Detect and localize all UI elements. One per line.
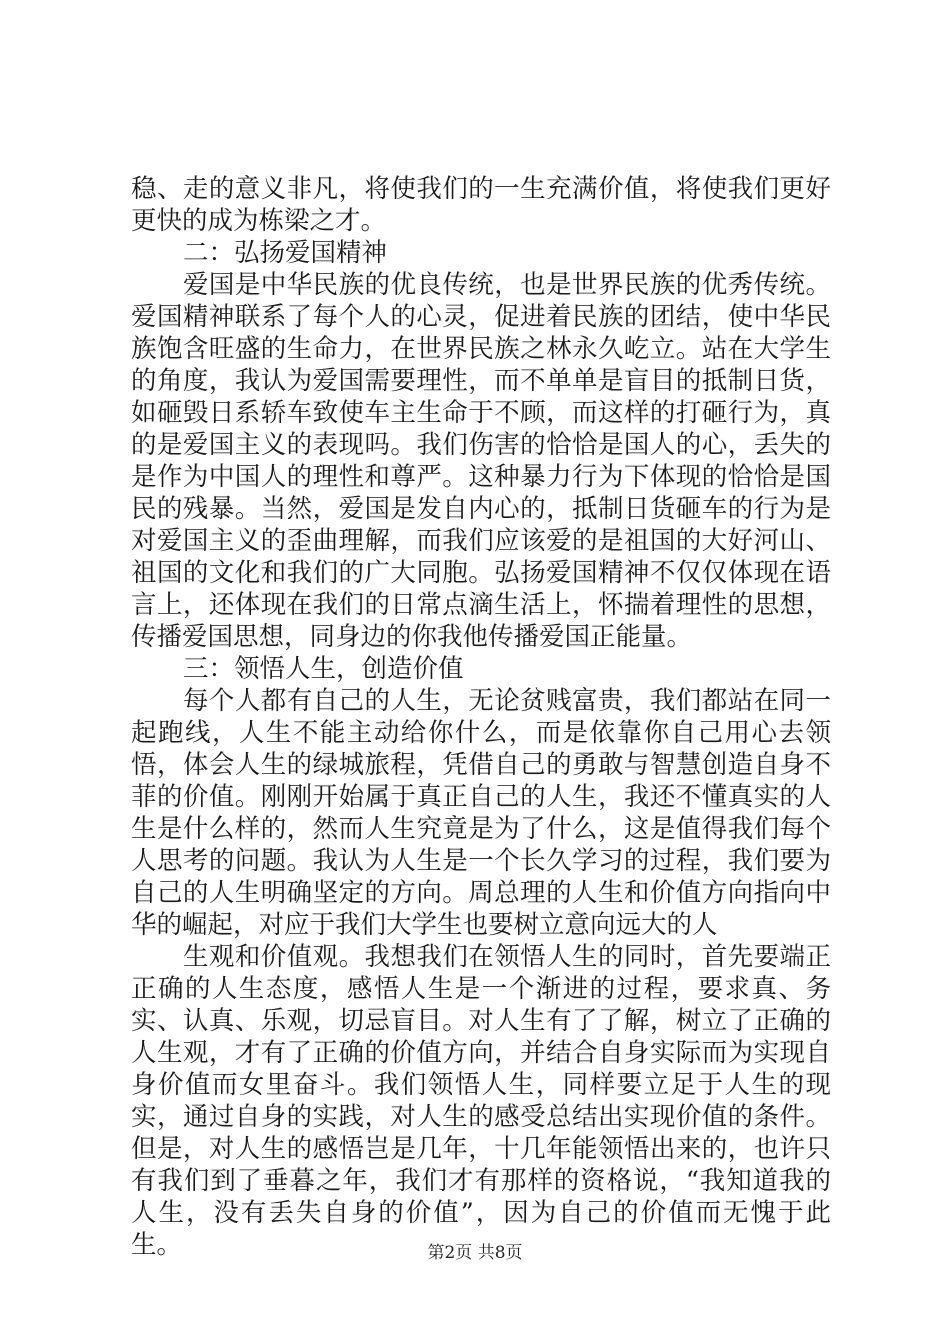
paragraph-life: 每个人都有自己的人生，无论贫贱富贵，我们都站在同一起跑线，人生不能主动给你什么，而是依靠你自己用心去领悟，体会人生的绿城旅程，凭借自己的勇敢与智慧创造自身不菲的价值。刚刚开始属于真正自己的人生，我还不懂真实的人生是什么样的，然而人生究竟是为了什么，这是值得我们每个人思考的问题。我认为人生是一个长久学习的过程，我们要为自己的人生明确坚定的方向。周总理的人生和价值方向指向中华的崛起，对应于我们大学生也要树立意向远大的人 (131, 686, 831, 940)
page-number-footer: 第2页 共8页 (427, 1243, 523, 1263)
paragraph-continuation: 稳、走的意义非凡，将使我们的一生充满价值，将使我们更好更快的成为栋梁之才。 (131, 174, 831, 236)
paragraph-values: 生观和价值观。我想我们在领悟人生的同时，首先要端正正确的人生态度，感悟人生是一个渐进的过程，要求真、务实、认真、乐观，切忌盲目。对人生有了了解，树立了正确的人生观，才有了正确的价值方向，并结合自身实际而为实现自身价值而女里奋斗。我们领悟人生，同样要立足于人生的现实，通过自身的实践，对人生的感受总结出实现价值的条件。但是，对人生的感悟岂是几年，十几年能领悟出来的，也许只有我们到了垂暮之年，我们才有那样的资格说，“我知道我的人生，没有丢失自身的价值”，因为自己的价值而无愧于此生。 (131, 942, 831, 1260)
section-heading-patriotism: 二：弘扬爱国精神 (183, 238, 388, 268)
paragraph-patriotism: 爱国是中华民族的优良传统，也是世界民族的优秀传统。爱国精神联系了每个人的心灵，促进着民族的团结，使中华民族饱含旺盛的生命力，在世界民族之林永久屹立。站在大学生的角度，我认为爱国需要理性，而不单单是盲目的抵制日货，如砸毁日系轿车致使车主生命于不顾，而这样的打砸行为，真的是爱国主义的表现吗。我们伤害的恰恰是国人的心，丢失的是作为中国人的理性和尊严。这种暴力行为下体现的恰恰是国民的残暴。当然，爱国是发自内心的，抵制日货砸车的行为是对爱国主义的歪曲理解，而我们应该爱的是祖国的大好河山、祖国的文化和我们的广大同胞。弘扬爱国精神不仅仅体现在语言上，还体现在我们的日常点滴生活上，怀揣着理性的思想，传播爱国思想，同身边的你我他传播爱国正能量。 (131, 270, 831, 652)
section-heading-life-value: 三：领悟人生，创造价值 (183, 654, 464, 684)
document-body (131, 173, 831, 1261)
